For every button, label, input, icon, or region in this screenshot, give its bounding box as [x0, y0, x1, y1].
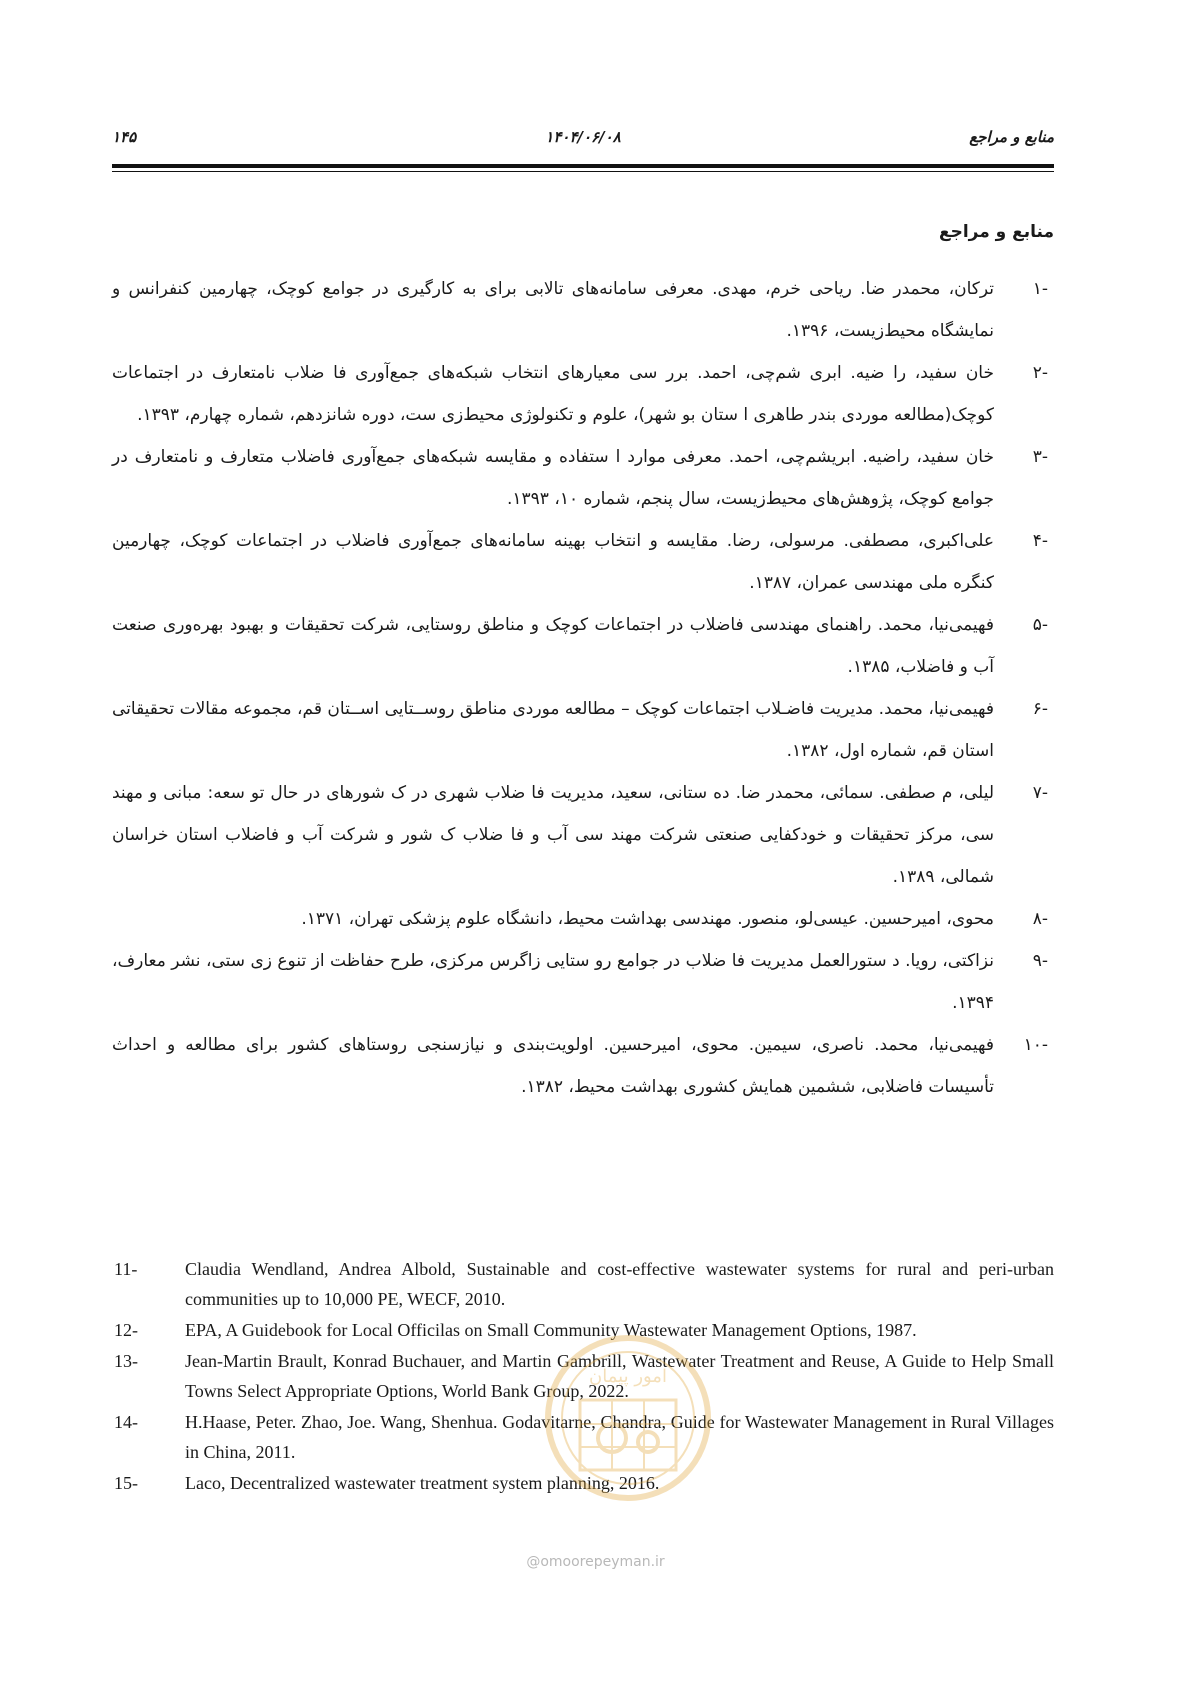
- reference-text: Claudia Wendland, Andrea Albold, Sustainable and cost-effective wastewater systems for rural and peri-urban communities up to 10,000 PE, WECF, 2010.: [185, 1259, 1054, 1309]
- reference-item: [112, 520, 1054, 604]
- reference-text: لیلی، م صطفی. سمائی، محمدر ضا. ده ستانی، سعید، مدیریت فا ضلاب شهری در ک شورهای در حال تو سعه: مبانی و مهند سی، مرکز تحقیقات و خودکفایی صنعتی شرکت مهند سی آب و فا ضلاب ک شور و شرکت آب و فاضلاب استان خراسان شمالی، ۱۳۸۹.: [112, 783, 994, 887]
- header-date: ۱۴۰۴/۰۶/۰۸: [545, 128, 621, 146]
- reference-text: علی‌اکبری، مصطفی. مرسولی، رضا. مقایسه و انتخاب بهینه سامانه‌های جمع‌آوری فاضلاب در اجتماعات کوچک، چهارمین کنگره ملی مهندسی عمران، ۱۳۸۷.: [112, 531, 994, 593]
- watermark-logo-icon: [540, 1330, 716, 1506]
- reference-number: -۱۰: [1023, 1035, 1048, 1055]
- watermark-url: @omoorepeyman.ir: [526, 1554, 665, 1570]
- reference-text: خان سفید، راضیه. ابریشم‌چی، احمد. معرفی موارد ا ستفاده و مقایسه شبکه‌های جمع‌آوری فاضلاب متعارف و نامتعارف در جوامع کوچک، پژوهش‌های محیط‌زیست، سال پنجم، شماره ۱۰، ۱۳۹۳.: [112, 447, 994, 509]
- reference-number: 11-: [114, 1259, 138, 1279]
- persian-reference-list: [112, 268, 1054, 1108]
- header-section-title: منابع و مراجع: [969, 128, 1054, 146]
- reference-number: -۵: [1032, 615, 1048, 635]
- reference-text: EPA, A Guidebook for Local Officilas on Small Community Wastewater Management Options, 1987.: [185, 1320, 917, 1340]
- reference-item: [112, 772, 1054, 898]
- reference-number: 15-: [114, 1473, 138, 1493]
- header-rule-thick: [112, 164, 1054, 168]
- reference-text: نزاکتی، رویا. د ستورالعمل مدیریت فا ضلاب در جوامع رو ستایی زاگرس مرکزی، طرح حفاظت از تنوع زی ستی، نشر معارف، ۱۳۹۴.: [112, 951, 994, 1013]
- reference-number: -۲: [1032, 363, 1048, 383]
- reference-text: Laco, Decentralized wastewater treatment system planning, 2016.: [185, 1473, 660, 1493]
- reference-text: محوی، امیرحسین. عیسی‌لو، منصور. مهندسی بهداشت محیط، دانشگاه علوم پزشکی تهران، ۱۳۷۱.: [301, 909, 994, 929]
- reference-text: Jean-Martin Brault, Konrad Buchauer, and Martin Gambrill, Wastewater Treatment and Reuse, A Guide to Help Small Towns Select Appropriate Options, World Bank Group, 2022.: [185, 1351, 1054, 1401]
- reference-number: -۴: [1032, 531, 1048, 551]
- reference-text: ترکان، محمدر ضا. ریاحی خرم، مهدی. معرفی سامانه‌های تالابی برای به کارگیری در جوامع کوچک، چهارمین کنفرانس و نمایشگاه محیط‌زیست، ۱۳۹۶.: [112, 279, 994, 341]
- reference-text: فهیمی‌نیا، محمد. ناصری، سیمین. محوی، امیرحسین. اولویت‌بندی و نیازسنجی روستاهای کشور برای مطالعه و احداث تأسیسات فاضلابی، ششمین همایش کشوری بهداشت محیط، ۱۳۸۲.: [112, 1035, 994, 1097]
- reference-item: [112, 688, 1054, 772]
- reference-item: [112, 352, 1054, 436]
- reference-number: -۷: [1032, 783, 1048, 803]
- reference-item: [112, 1254, 1054, 1314]
- reference-number: 13-: [114, 1351, 138, 1371]
- reference-text: فهیمی‌نیا، محمد. مدیریت فاضـلاب اجتماعات کوچک – مطالعه موردی مناطق روســتایی اســتان قم، مجموعه مقالات تحقیقاتی استان قم، شماره اول، ۱۳۸۲.: [112, 699, 994, 761]
- reference-item: [112, 940, 1054, 1024]
- references-heading: منابع و مراجع: [938, 222, 1054, 242]
- reference-item: [112, 268, 1054, 352]
- reference-text: فهیمی‌نیا، محمد. راهنمای مهندسی فاضلاب در اجتماعات کوچک و مناطق روستایی، شرکت تحقیقات و بهبود بهره‌وری صنعت آب و فاضلاب، ۱۳۸۵.: [112, 615, 994, 677]
- header-page-number: ۱۴۵: [112, 128, 137, 146]
- watermark-logo-text: امور پیمان: [589, 1366, 667, 1387]
- reference-item: [112, 436, 1054, 520]
- header-rule-thin: [112, 171, 1054, 172]
- reference-item: [112, 1024, 1054, 1108]
- reference-text: H.Haase, Peter. Zhao, Joe. Wang, Shenhua. Godavitarne, Chandra, Guide for Wastewater Management in Rural Villages in China, 2011.: [185, 1412, 1054, 1462]
- reference-number: 14-: [114, 1412, 138, 1432]
- reference-number: -۹: [1032, 951, 1048, 971]
- page-header: [112, 128, 1054, 158]
- reference-number: -۶: [1032, 699, 1048, 719]
- reference-item: [112, 604, 1054, 688]
- reference-number: -۳: [1032, 447, 1048, 467]
- reference-text: خان سفید، را ضیه. ابری شم‌چی، احمد. برر سی معیارهای انتخاب شبکه‌های جمع‌آوری فا ضلاب نامتعارف در اجتماعات کوچک(مطالعه موردی بندر طاهری ا ستان بو شهر)، علوم و تکنولوژی محیط‌زی ست، دوره شانزدهم، شماره چهارم، ۱۳۹۳.: [112, 363, 994, 425]
- reference-item: [112, 898, 1054, 940]
- reference-number: -۸: [1032, 909, 1048, 929]
- reference-number: -۱: [1032, 279, 1048, 299]
- reference-number: 12-: [114, 1320, 138, 1340]
